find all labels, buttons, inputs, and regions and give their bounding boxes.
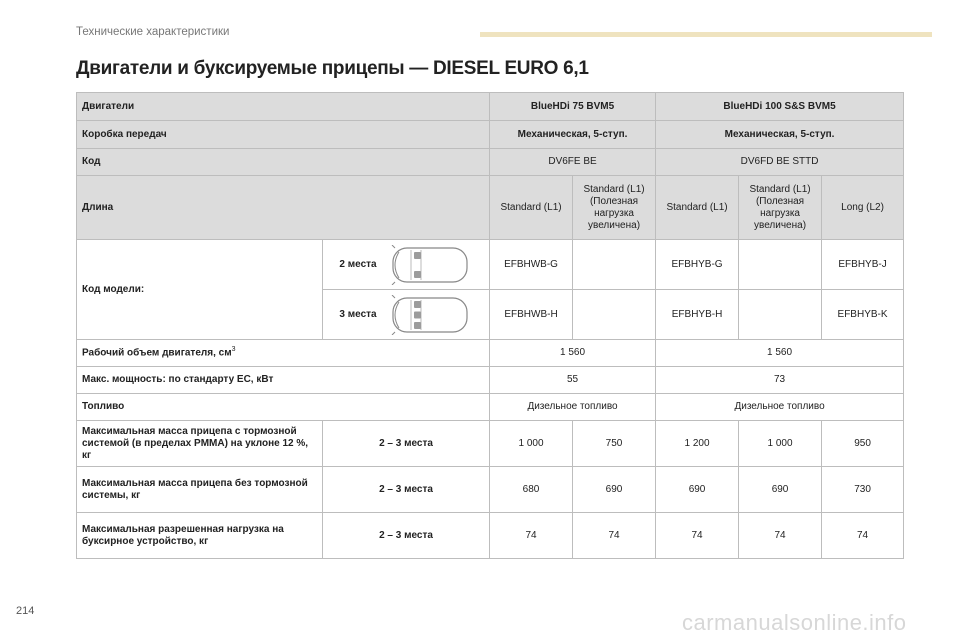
fuel-value-2: Дизельное топливо — [656, 394, 904, 421]
power-label: Макс. мощность: по стандарту ЕС, кВт — [77, 367, 490, 394]
displacement-label: Рабочий объем двигателя, см — [82, 347, 232, 359]
watermark: carmanualsonline.info — [682, 610, 907, 635]
braked-trailer-seats: 2 – 3 места — [323, 421, 490, 467]
code-value-1: DV6FE BE — [490, 149, 656, 176]
unbraked-trailer-value-4: 690 — [739, 467, 822, 513]
model-2-seats-cell — [323, 240, 490, 290]
engine-spec-table — [76, 92, 904, 559]
seats-3-label: 3 места — [339, 308, 377, 320]
model-2-seats-value-4 — [739, 240, 822, 290]
row-model-code-2-seats — [77, 240, 904, 290]
van-3-seats-icon — [385, 295, 473, 335]
model-code-label: Код модели: — [77, 240, 323, 340]
model-3-seats-value-4 — [739, 290, 822, 340]
code-value-2: DV6FD BE STTD — [656, 149, 904, 176]
towbar-load-value-1: 74 — [490, 513, 573, 559]
model-2-seats-value-1: EFBHWB-G — [490, 240, 573, 290]
engine-value-1: BlueHDi 75 BVM5 — [490, 93, 656, 121]
engine-value-2: BlueHDi 100 S&S BVM5 — [656, 93, 904, 121]
engine-label: Двигатели — [77, 93, 490, 121]
unbraked-trailer-value-2: 690 — [573, 467, 656, 513]
row-length — [77, 176, 904, 240]
gearbox-value-1: Механическая, 5-ступ. — [490, 121, 656, 149]
row-code — [77, 149, 904, 176]
braked-trailer-value-4: 1 000 — [739, 421, 822, 467]
page-number: 214 — [16, 605, 35, 617]
power-value-2: 73 — [656, 367, 904, 394]
braked-trailer-value-2: 750 — [573, 421, 656, 467]
page-title: Двигатели и буксируемые прицепы — DIESEL EURO 6,1 — [76, 58, 589, 79]
model-3-seats-value-5: EFBHYB-K — [822, 290, 904, 340]
van-2-seats-icon — [385, 245, 473, 285]
displacement-label-cell — [77, 340, 490, 367]
row-fuel — [77, 394, 904, 421]
fuel-label: Топливо — [77, 394, 490, 421]
seats-2-label: 2 места — [339, 258, 377, 270]
braked-trailer-label: Максимальная масса прицепа с тормозной системой (в пределах PMMA) на уклоне 12 %, кг — [77, 421, 323, 467]
row-displacement — [77, 340, 904, 367]
model-3-seats-value-1: EFBHWB-H — [490, 290, 573, 340]
unbraked-trailer-label: Максимальная масса прицепа без тормозной системы, кг — [77, 467, 323, 513]
length-value-2: Standard (L1) (Полезная нагрузка увеличена) — [573, 176, 656, 240]
row-gearbox — [77, 121, 904, 149]
code-label: Код — [77, 149, 490, 176]
braked-trailer-value-1: 1 000 — [490, 421, 573, 467]
displacement-value-1: 1 560 — [490, 340, 656, 367]
row-engine — [77, 93, 904, 121]
model-3-seats-cell — [323, 290, 490, 340]
model-2-seats-value-2 — [573, 240, 656, 290]
towbar-load-seats: 2 – 3 места — [323, 513, 490, 559]
towbar-load-label: Максимальная разрешенная нагрузка на буксирное устройство, кг — [77, 513, 323, 559]
header-accent-bar — [480, 32, 932, 37]
braked-trailer-value-5: 950 — [822, 421, 904, 467]
row-power — [77, 367, 904, 394]
model-3-seats-value-2 — [573, 290, 656, 340]
displacement-unit-sup: 3 — [231, 346, 236, 354]
towbar-load-value-3: 74 — [656, 513, 739, 559]
gearbox-label: Коробка передач — [77, 121, 490, 149]
unbraked-trailer-seats: 2 – 3 места — [323, 467, 490, 513]
unbraked-trailer-value-1: 680 — [490, 467, 573, 513]
unbraked-trailer-value-5: 730 — [822, 467, 904, 513]
power-value-1: 55 — [490, 367, 656, 394]
row-braked-trailer — [77, 421, 904, 467]
displacement-value-2: 1 560 — [656, 340, 904, 367]
towbar-load-value-5: 74 — [822, 513, 904, 559]
model-2-seats-value-3: EFBHYB-G — [656, 240, 739, 290]
fuel-value-1: Дизельное топливо — [490, 394, 656, 421]
length-value-1: Standard (L1) — [490, 176, 573, 240]
section-header: Технические характеристики — [76, 26, 230, 38]
length-value-5: Long (L2) — [822, 176, 904, 240]
braked-trailer-value-3: 1 200 — [656, 421, 739, 467]
row-towbar-load — [77, 513, 904, 559]
unbraked-trailer-value-3: 690 — [656, 467, 739, 513]
towbar-load-value-2: 74 — [573, 513, 656, 559]
row-unbraked-trailer — [77, 467, 904, 513]
gearbox-value-2: Механическая, 5-ступ. — [656, 121, 904, 149]
model-3-seats-value-3: EFBHYB-H — [656, 290, 739, 340]
length-value-4: Standard (L1) (Полезная нагрузка увеличена) — [739, 176, 822, 240]
model-2-seats-value-5: EFBHYB-J — [822, 240, 904, 290]
length-value-3: Standard (L1) — [656, 176, 739, 240]
towbar-load-value-4: 74 — [739, 513, 822, 559]
length-label: Длина — [77, 176, 490, 240]
